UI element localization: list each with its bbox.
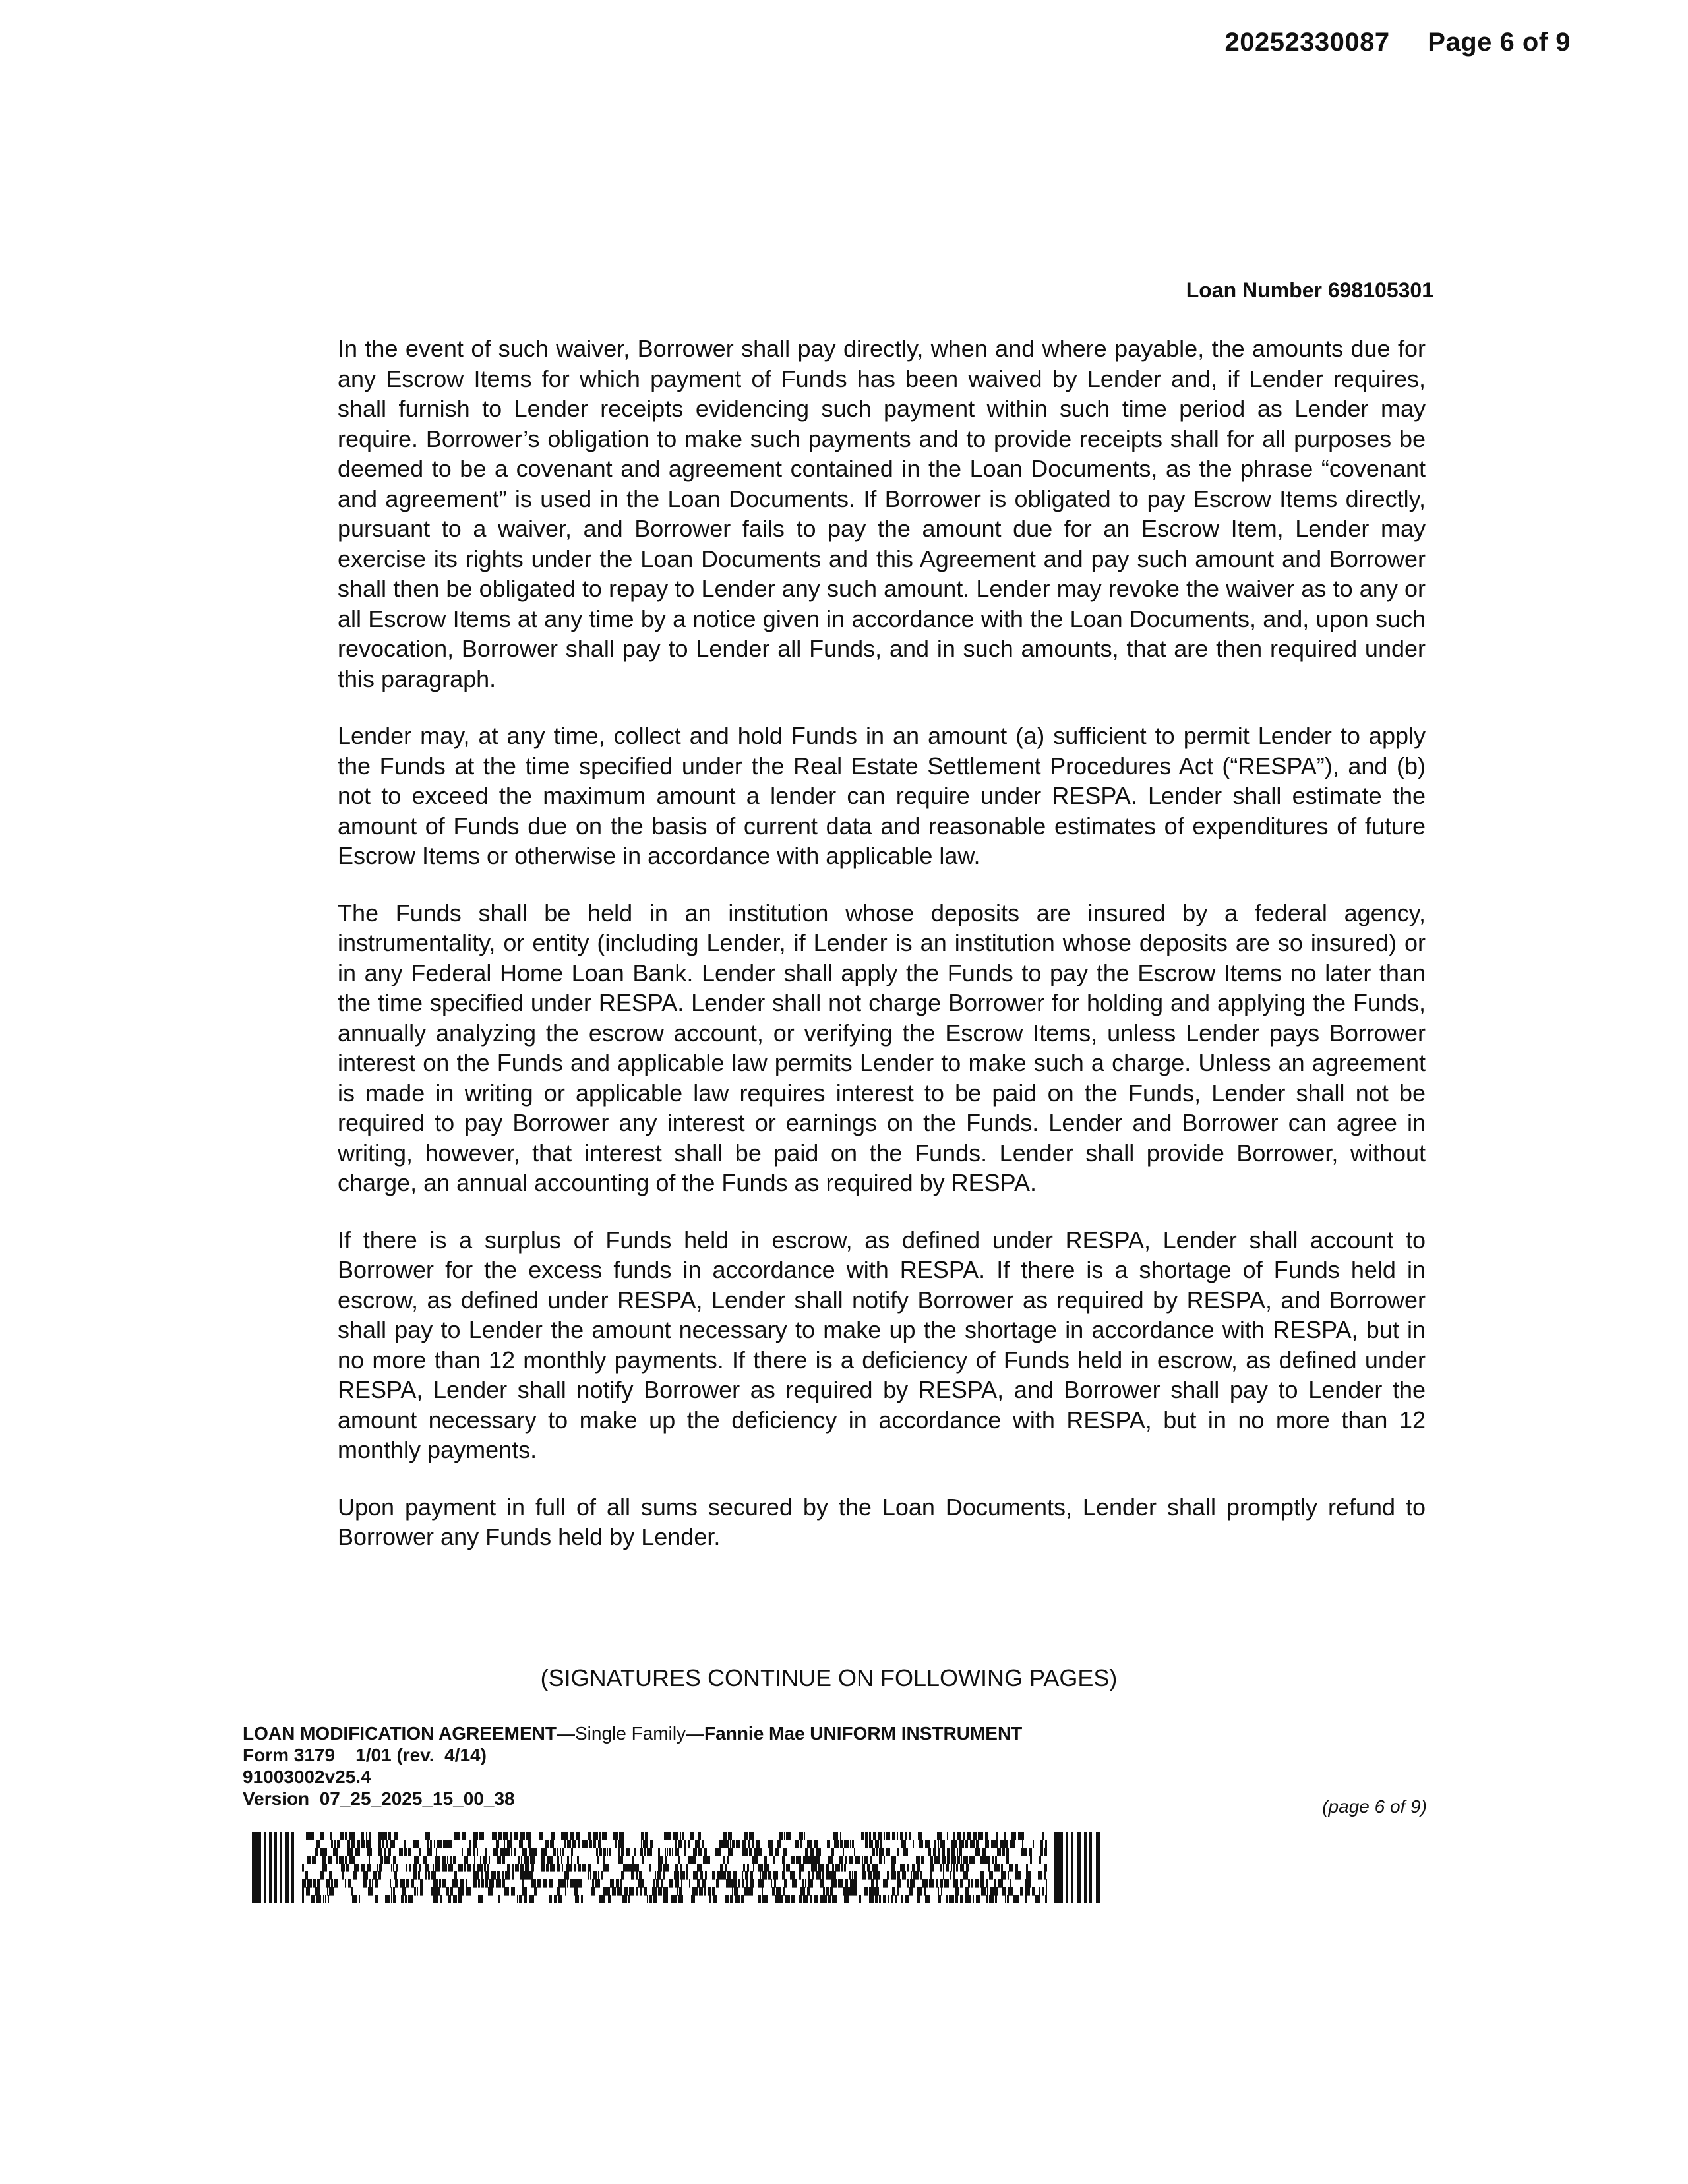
document-body: [338, 334, 1426, 1579]
loan-number: Loan Number 698105301: [1186, 278, 1433, 302]
footer-title-instrument: Fannie Mae UNIFORM INSTRUMENT: [704, 1723, 1023, 1744]
footer-form-number: Form 3179 1/01 (rev. 4/14): [243, 1745, 487, 1765]
barcode: [252, 1832, 1102, 1903]
page-indicator: Page 6 of 9: [1428, 28, 1571, 57]
footer-title: [243, 1722, 1022, 1744]
recording-header: [1224, 28, 1571, 57]
footer-version: Version 07_25_2025_15_00_38: [243, 1788, 515, 1809]
footer-title-family: —Single Family—: [556, 1723, 705, 1744]
form-footer: [243, 1722, 1022, 1809]
footer-code: 91003002v25.4: [243, 1767, 371, 1787]
paragraph-funds-held: The Funds shall be held in an institution whose deposits are insured by a federal agency, instrumentality, or entity (including Lender, if Lender is an institution whose deposits are so insured) or in any Federal Home Loan Bank. Lender shall apply the Funds to pay the Escrow Items no later than the time specified under RESPA. Lender shall not charge Borrower for holding and applying the Funds, annually analyzing the escrow account, or verifying the Escrow Items, unless Lender pays Borrower interest on the Funds and applicable law permits Lender to make such a charge. Unless an agreement is made in writing or applicable law requires interest to be paid on the Funds, Lender shall not be required to pay Borrower any interest or earnings on the Funds. Lender and Borrower can agree in writing, however, that interest shall be paid on the Funds. Lender shall provide Borrower, without charge, an annual accounting of the Funds as required by RESPA.: [338, 899, 1426, 1196]
footer-page-number: (page 6 of 9): [1322, 1796, 1427, 1817]
paragraph-collect-funds: Lender may, at any time, collect and hold Funds in an amount (a) sufficient to permit Lender to apply the Funds at the time specified under the Real Estate Settlement Procedures Act (“RESPA”), and (b) not to exceed the maximum amount a lender can require under RESPA. Lender shall estimate the amount of Funds due on the basis of current data and reasonable estimates of expenditures of future Escrow Items or otherwise in accordance with applicable law.: [338, 722, 1426, 869]
footer-title-agreement: LOAN MODIFICATION AGREEMENT: [243, 1723, 557, 1744]
paragraph-surplus-shortage: If there is a surplus of Funds held in escrow, as defined under RESPA, Lender shall account to Borrower for the excess funds in accordance with RESPA. If there is a shortage of Funds held in escrow, as defined under RESPA, Lender shall notify Borrower as required by RESPA, and Borrower shall pay to Lender the amount necessary to make up the shortage in accordance with RESPA, but in no more than 12 monthly payments. If there is a deficiency of Funds held in escrow, as defined under RESPA, Lender shall notify Borrower as required by RESPA, and Borrower shall pay to Lender the amount necessary to make up the deficiency in accordance with RESPA, but in no more than 12 monthly payments.: [338, 1226, 1426, 1463]
signatures-continue-note: (SIGNATURES CONTINUE ON FOLLOWING PAGES): [540, 1664, 1118, 1691]
document-number: 20252330087: [1224, 28, 1390, 57]
paragraph-refund: Upon payment in full of all sums secured by the Loan Documents, Lender shall promptly refund to Borrower any Funds held by Lender.: [338, 1493, 1426, 1550]
paragraph-waiver: In the event of such waiver, Borrower shall pay directly, when and where payable, the amounts due for any Escrow Items for which payment of Funds has been waived by Lender and, if Lender requires, shall furnish to Lender receipts evidencing such payment within such time period as Lender may require. Borrower’s obligation to make such payments and to provide receipts shall for all purposes be deemed to be a covenant and agreement contained in the Loan Documents, as the phrase “covenant and agreement” is used in the Loan Documents. If Borrower is obligated to pay Escrow Items directly, pursuant to a waiver, and Borrower fails to pay the amount due for an Escrow Item, Lender may exercise its rights under the Loan Documents and this Agreement and pay such amount and Borrower shall then be obligated to repay to Lender any such amount. Lender may revoke the waiver as to any or all Escrow Items at any time by a notice given in accordance with the Loan Documents, and, upon such revocation, Borrower shall pay to Lender all Funds, and in such amounts, that are then required under this paragraph.: [338, 335, 1426, 692]
